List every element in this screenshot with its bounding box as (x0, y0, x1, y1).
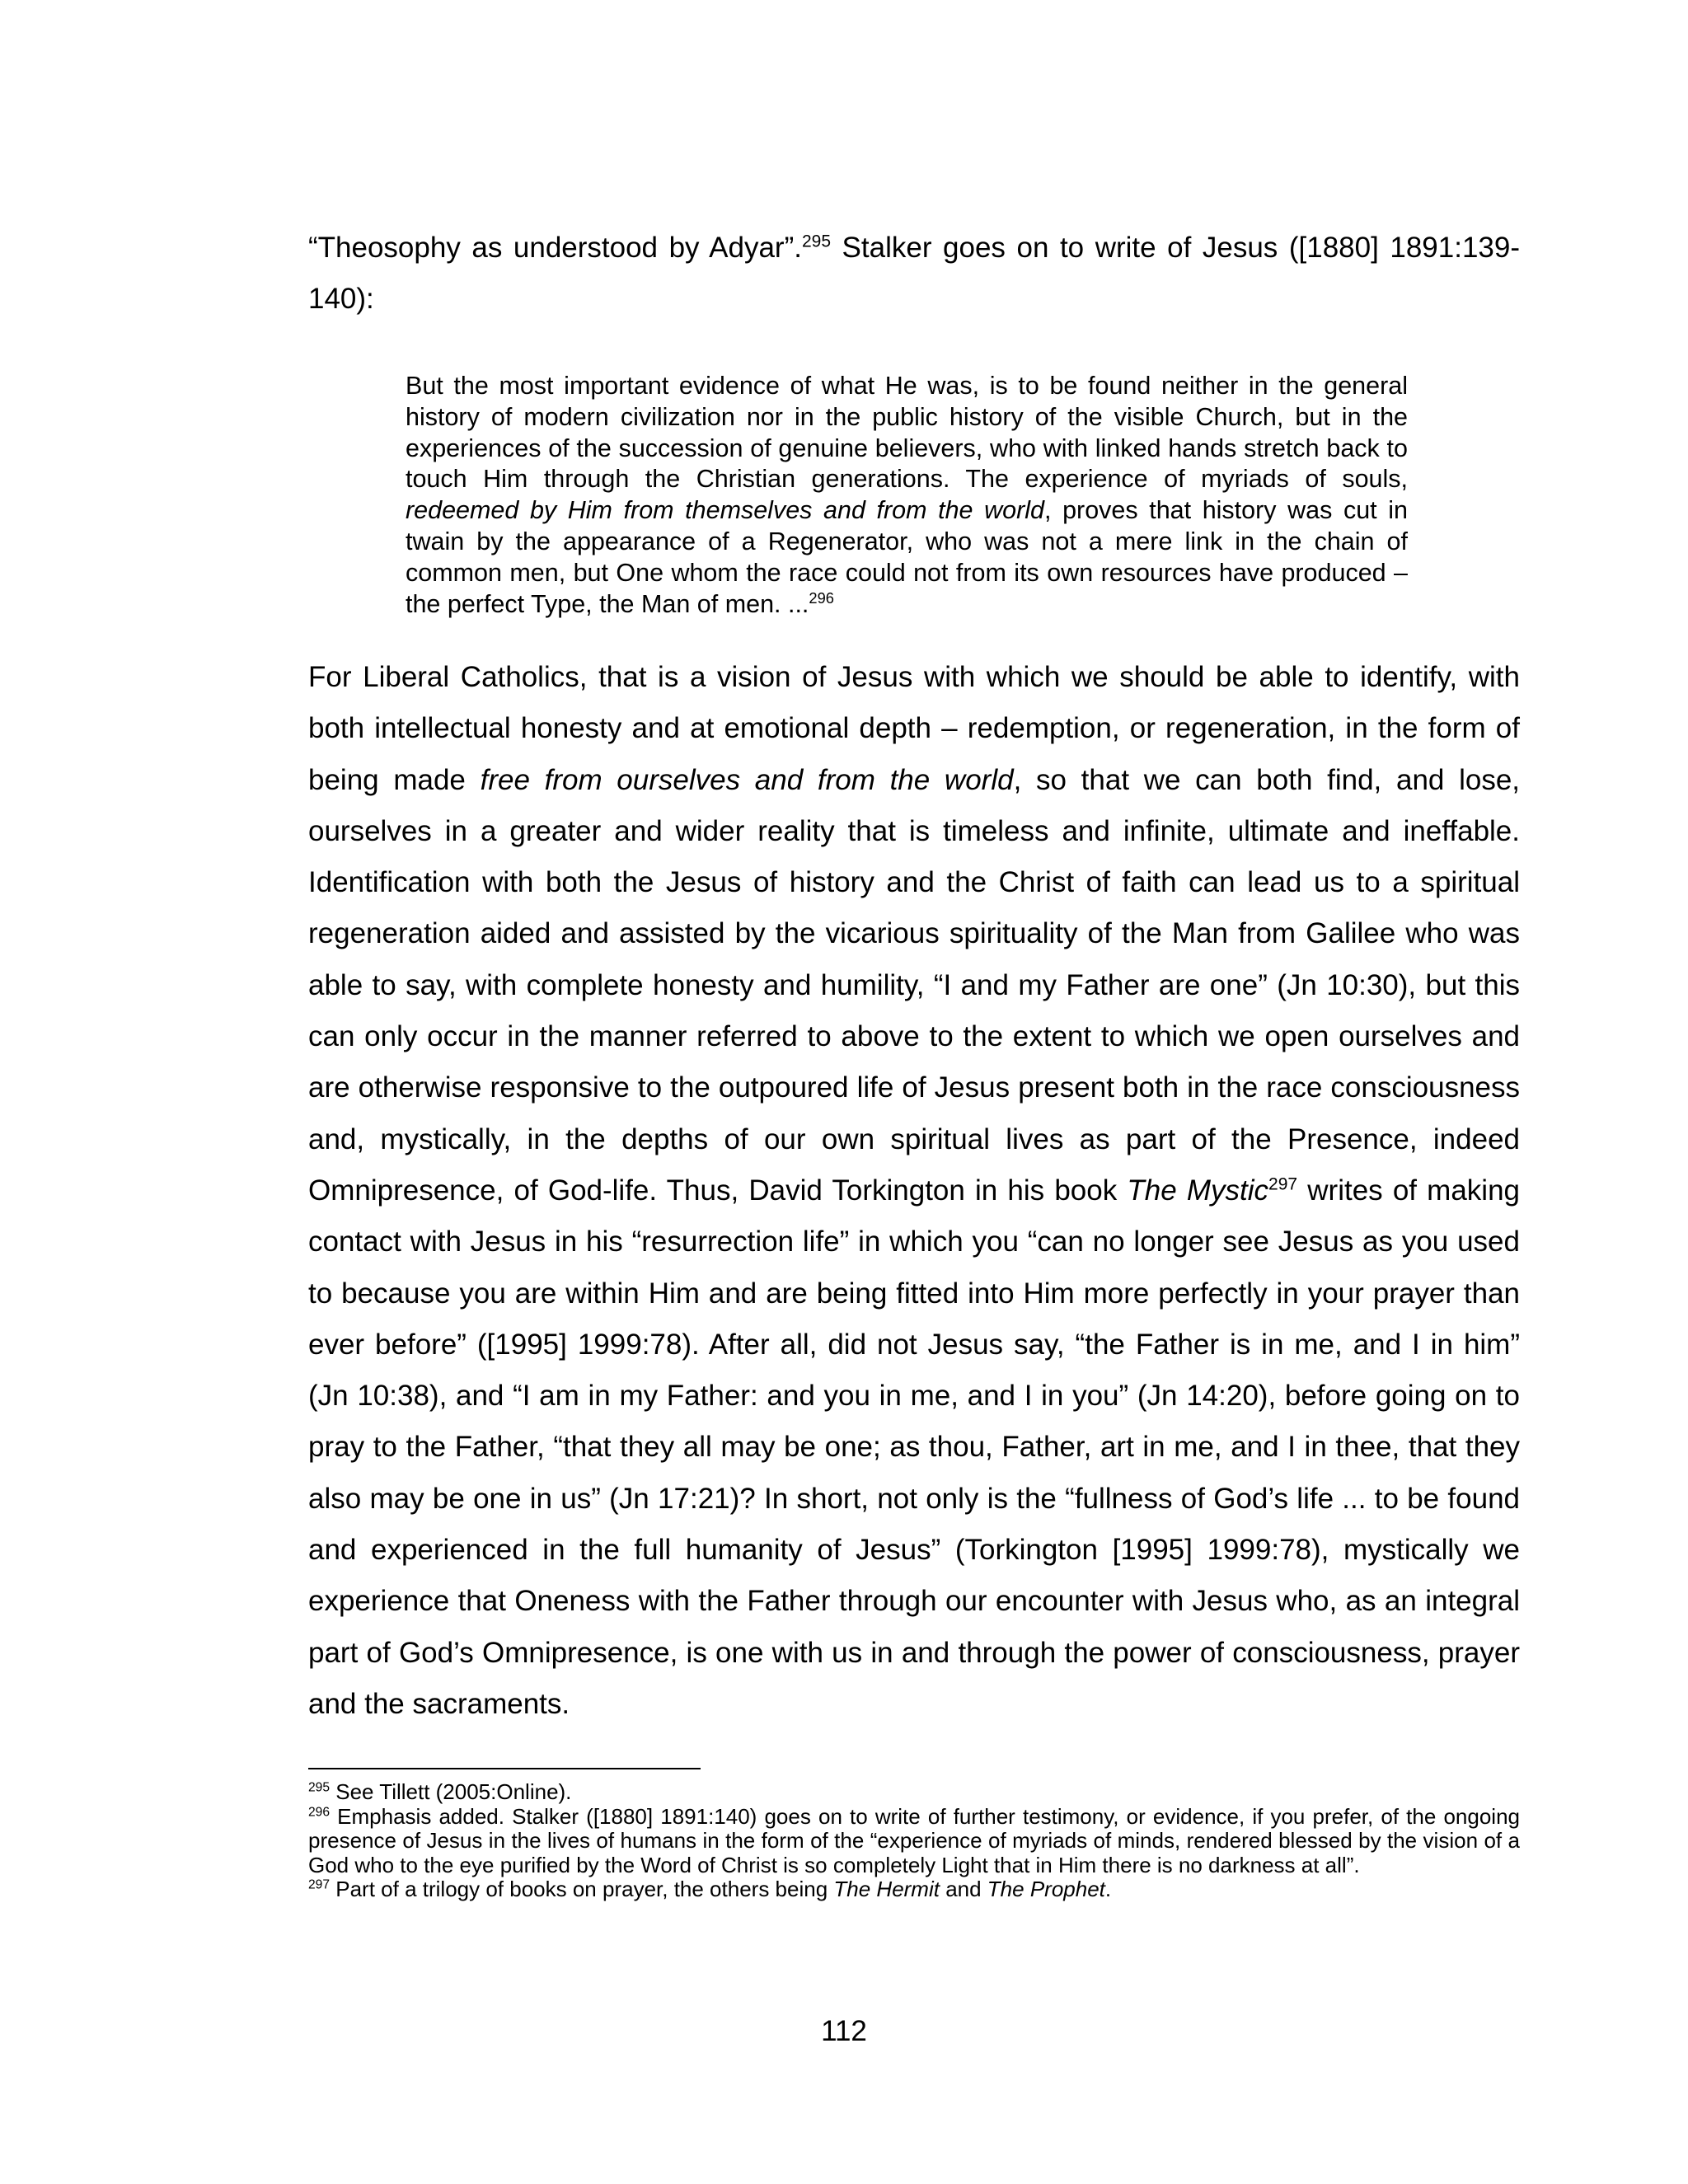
page-number: 112 (821, 2015, 867, 2047)
main-paragraph (308, 652, 1520, 1730)
book-title-the-hermit: The Hermit (833, 1877, 940, 1901)
footnote-number: 295 (308, 1780, 331, 1795)
footnote-ref-296[interactable]: 296 (809, 588, 834, 607)
quote-emphasis: redeemed by Him from themselves and from the world (406, 496, 1044, 525)
quote-text-2: , proves that history was cut in twain by the appearance of a Regenerator, who was not a mere link in the chain of common men, but One whom the race could not from its own resources have produced – the perfect Type, the Man of men. ... (406, 496, 1408, 618)
intro-text-2: Stalker goes on to write of Jesus ([1880] 1891:139-140): (308, 232, 1520, 316)
book-title-the-mystic: The Mystic (1127, 1174, 1269, 1207)
footnote-295 (308, 1780, 1520, 1805)
footnote-297 (308, 1877, 1520, 1902)
footnote-text: Emphasis added. Stalker ([1880] 1891:140) goes on to write of further testimony, or evidence, if you prefer, of the ongoing presence of Jesus in the lives of humans in the form of the “experience of myriads of minds, rendered blessed by the vision of a God who to the eye purified by the Word of Christ is so completely Light that in Him there is no darkness at all”. (308, 1803, 1520, 1877)
footnote-text: See Tillett (2005:Online). (330, 1779, 572, 1804)
main-text-3: writes of making contact with Jesus in his “resurrection life” in which you “can no longer see Jesus as you used to because you are within Him and are being fitted into Him more perfectly in your prayer than ever before” ([1995] 1999:78). After all, did not Jesus say, “the Father is in me, and I in him” (Jn 10:38), and “I am in my Father: and you in me, and I in you” (Jn 14:20), before going on to pray to the Father, “that they all may be one; as thou, Father, art in me, and I in thee, that they also may be one in us” (Jn 17:21)? In short, not only is the “fullness of God’s life ... to be found and experienced in the full humanity of Jesus” (Torkington [1995] 1999:78), mystically we experience that Oneness with the Father through our encounter with Jesus who, as an integral part of God’s Omnipresence, is one with us in and through the power of consciousness, prayer and the sacraments. (308, 1174, 1521, 1720)
main-text-1: For Liberal Catholics, that is a vision of Jesus with which we should be able to identify, with both intellectual honesty and at emotional depth – redemption, or regeneration, in the form of being made (308, 661, 1520, 796)
intro-text-1: “Theosophy as understood by Adyar”. (308, 232, 802, 264)
main-text-2: , so that we can both find, and lose, ourselves in a greater and wider reality that is timeless and infinite, ultimate and ineffable. Identification with both the Jesus of history and the Christ of faith can lead us to a spiritual regeneration aided and assisted by the vicarious spirituality of the Man from Galilee who was able to say, with complete honesty and humility, “I and my Father are one” (Jn 10:30), but this can only occur in the manner referred to above to the extent to which we open ourselves and are otherwise responsive to the outpoured life of Jesus present both in the race consciousness and, mystically, in the depths of our own spiritual lives as part of the Presence, indeed Omnipresence, of God-life. Thus, David Torkington in his book (308, 763, 1521, 1207)
footnote-number: 296 (308, 1804, 331, 1819)
footnote-text: Part of a trilogy of books on prayer, the others being (330, 1877, 834, 1901)
footnote-separator (308, 1768, 701, 1769)
footnote-ref-297[interactable]: 297 (1268, 1174, 1298, 1194)
book-title-the-prophet: The Prophet (987, 1877, 1105, 1901)
footnote-text: . (1104, 1877, 1112, 1901)
footnote-number: 297 (308, 1877, 331, 1892)
footnote-296 (308, 1805, 1520, 1878)
footnote-ref-295[interactable]: 295 (801, 232, 832, 251)
main-emphasis: free from ourselves and from the world (480, 763, 1014, 796)
quote-text-1: But the most important evidence of what He was, is to be found neither in the general history of modern civilization nor in the public history of the visible Church, but in the experiences of the succession of genuine believers, who with linked hands stretch back to touch Him through the Christian generations. The experience of myriads of souls, (406, 372, 1408, 494)
footnote-text: and (939, 1877, 987, 1901)
block-quote (406, 371, 1408, 620)
footnotes (308, 1780, 1520, 1902)
intro-paragraph (308, 223, 1520, 326)
